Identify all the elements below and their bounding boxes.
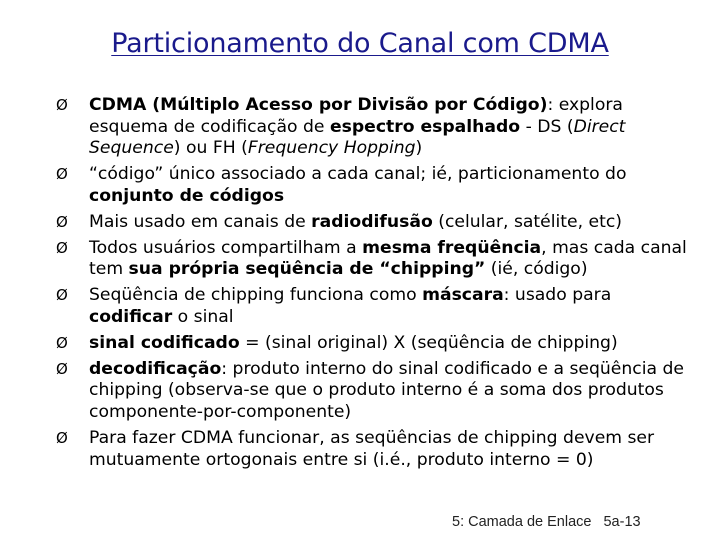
bullet-arrow-icon: Ø bbox=[56, 165, 68, 184]
bullet-arrow-icon: Ø bbox=[56, 429, 68, 448]
bullet-text-segment: o sinal bbox=[172, 306, 234, 327]
bullet-arrow-icon: Ø bbox=[56, 238, 68, 257]
bullet-arrow-icon: Ø bbox=[56, 96, 68, 114]
footer-chapter: 5: Camada de Enlace bbox=[452, 514, 592, 530]
bullet-arrow-icon: Ø bbox=[56, 212, 68, 231]
bullet-text-segment: máscara bbox=[422, 285, 504, 306]
slide-title: Particionamento do Canal com CDMA bbox=[111, 28, 609, 59]
bullet-item bbox=[56, 333, 696, 355]
bullet-arrow-icon: Ø bbox=[56, 359, 68, 378]
bullet-text-segment: ) ou FH ( bbox=[173, 138, 248, 159]
bullet-text-segment: = (sinal original) X (seqüência de chipping) bbox=[239, 332, 618, 353]
footer-page-number: 5a-13 bbox=[603, 514, 641, 530]
bullet-text-segment: espectro espalhado bbox=[329, 116, 521, 137]
bullet-text-segment: Para fazer CDMA funcionar, as seqüências de chipping devem ser mutuamente ortogonais entre si (i.é., produto interno = 0) bbox=[89, 428, 655, 470]
bullet-text-segment: (celular, satélite, etc) bbox=[432, 211, 623, 232]
bullet-text-segment: : explora esquema de codificação de bbox=[89, 95, 623, 137]
bullet-item bbox=[56, 428, 696, 471]
bullet-text-segment: Todos usuários compartilham a bbox=[89, 237, 363, 258]
bullet-item bbox=[56, 95, 696, 160]
bullet-text-segment: sinal codificado bbox=[89, 332, 240, 353]
bullet-text-segment: : usado para bbox=[503, 285, 612, 306]
bullet-text-segment: Direct Sequence bbox=[89, 116, 626, 159]
bullet-text-segment: Frequency Hopping bbox=[247, 138, 416, 159]
bullet-text-segment: mesma freqüência bbox=[362, 237, 542, 258]
slide-footer bbox=[452, 514, 641, 530]
bullet-item bbox=[56, 164, 696, 207]
bullet-text-segment: conjunto de códigos bbox=[89, 185, 285, 206]
bullet-text-segment: codificar bbox=[89, 306, 173, 327]
bullet-item bbox=[56, 285, 696, 328]
bullet-arrow-icon: Ø bbox=[56, 333, 68, 352]
bullet-item bbox=[56, 238, 696, 281]
bullet-list bbox=[56, 95, 696, 476]
bullet-item bbox=[56, 359, 696, 424]
bullet-item bbox=[56, 212, 696, 234]
bullet-text-segment: CDMA (Múltiplo Acesso por Divisão por Código) bbox=[89, 95, 548, 115]
bullet-arrow-icon: Ø bbox=[56, 286, 68, 305]
bullet-text-segment: ) bbox=[415, 138, 423, 159]
bullet-text-segment: radiodifusão bbox=[311, 211, 433, 232]
bullet-text-segment: sua própria seqüência de “chipping” bbox=[128, 259, 486, 280]
bullet-text-segment: decodificação bbox=[89, 358, 222, 379]
bullet-text-segment: “código” único associado a cada canal; ié, particionamento do bbox=[89, 164, 627, 185]
bullet-text-segment: : produto interno do sinal codificado e a seqüência de chipping (observa-se que o produto interno é a soma dos produtos componente-por-componente) bbox=[89, 358, 684, 423]
bullet-text-segment: Seqüência de chipping funciona como bbox=[89, 285, 423, 306]
bullet-text-segment: , mas cada canal tem bbox=[89, 237, 687, 280]
bullet-text-segment: Mais usado em canais de bbox=[89, 211, 312, 232]
bullet-text-segment: (ié, código) bbox=[485, 259, 588, 280]
bullet-text-segment: - DS ( bbox=[520, 116, 574, 137]
